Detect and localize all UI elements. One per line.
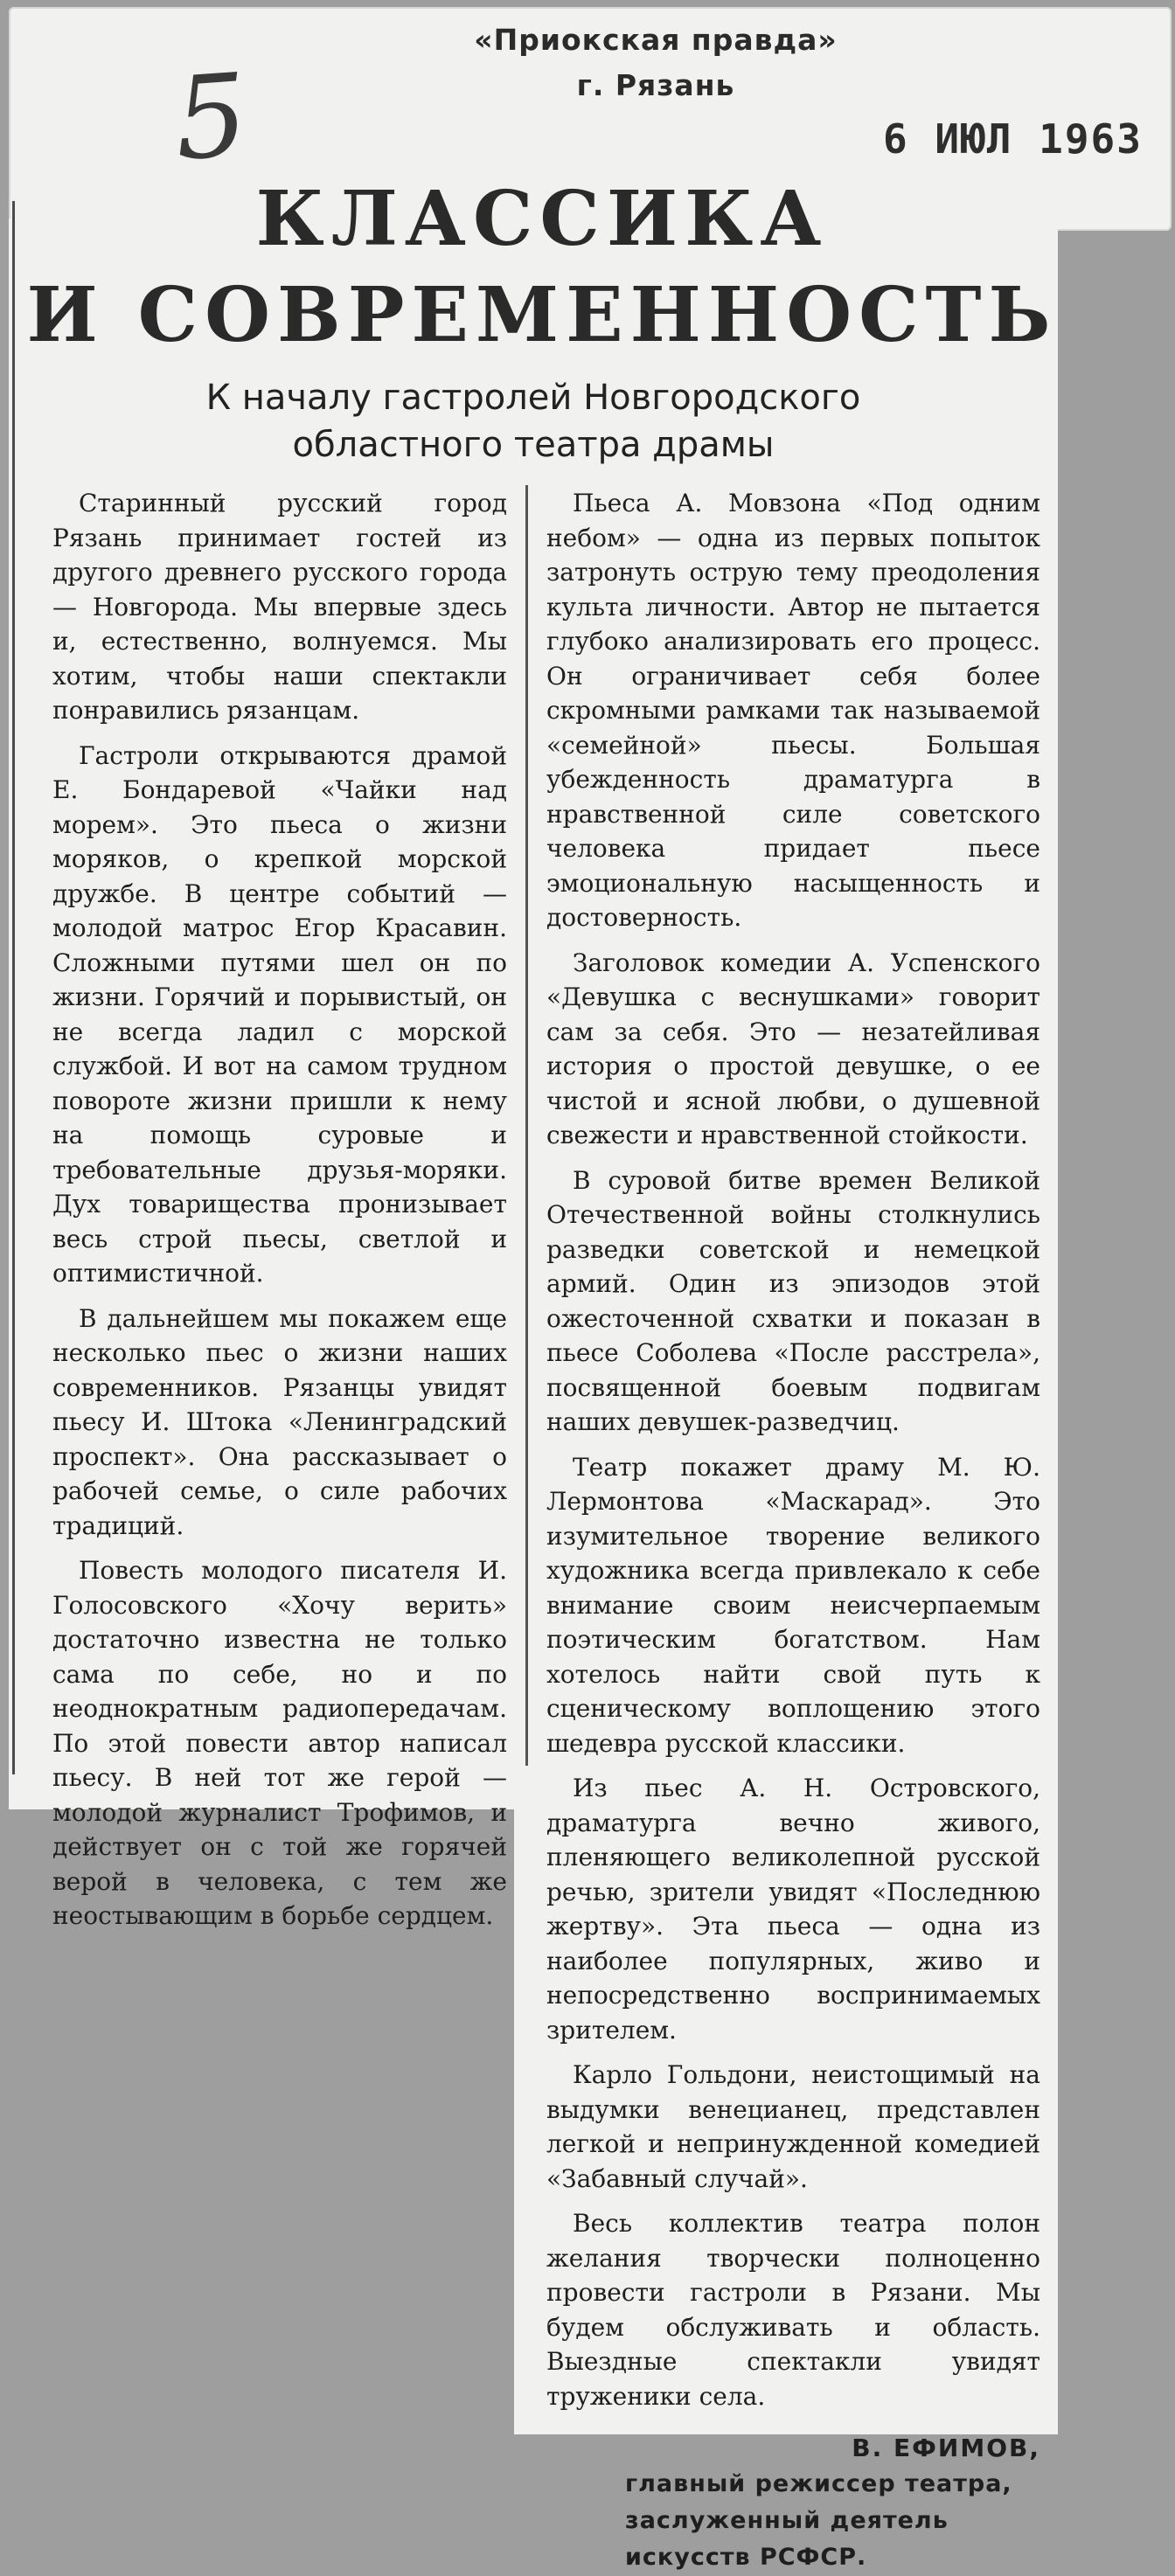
subtitle-line-2: областного театра драмы bbox=[292, 425, 775, 465]
paragraph: Гастроли открываются драмой Е. Бондаревой «Чайки над морем». Это пьеса о жизни моряков, о крепкой морской дружбе. В центре событий — молодой матрос Егор Красавин. Сложными путями шел он по жизни. Горячий и порывистый, он не всегда ладил с морской службой. И вот на самом трудном повороте жизни пришли к нему на помощь суровые и требовательные друзья-моряки. Дух товарищества пронизывает весь строй пьесы, светлой и оптимистичной. bbox=[52, 740, 507, 1288]
date-stamp: 6 ИЮЛ 1963 bbox=[883, 115, 1143, 163]
paragraph: Весь коллектив театра полон желания творчески полноценно провести гастроли в Рязани. Мы будем обслуживать и область. Выездные спектакли увидят труженики села. bbox=[546, 2209, 1040, 2411]
author-credentials bbox=[625, 2466, 1040, 2576]
paragraph: Театр покажет драму М. Ю. Лермонтова «Маскарад». Это изумительное творение великого художника всегда привлекало к себе внимание своим неисчерпаемым поэтическим богатством. Нам хотелось найти свой путь к сценическому воплощению этого шедевра русской классики. bbox=[546, 1452, 1040, 1758]
paragraph: В суровой битве времен Великой Отечественной войны столкнулись разведки советской и немецкой армий. Один из эпизодов этой ожесточенной схватки и показан в пьесе Соболева «После расстрела», посвященной боевым подвигам наших девушек-разведчиц. bbox=[546, 1165, 1040, 1436]
left-border-rule bbox=[12, 201, 15, 1774]
paragraph: В дальнейшем мы покажем еще несколько пьес о жизни наших современников. Рязанцы увидят пьесу И. Штока «Ленинградский проспект». Она рассказывает о рабочей семье, о силе рабочих традиций. bbox=[52, 1303, 507, 1540]
right-column bbox=[546, 486, 1040, 2576]
paragraph: Карло Гольдони, неистощимый на выдумки венецианец, представлен легкой и непринужденной комедией «Забавный случай». bbox=[546, 2060, 1040, 2193]
paragraph: Из пьес А. Н. Островского, драматурга вечно живого, пленяющего великолепной русской речью, зрители увидят «Последнюю жертву». Эта пьеса — одна из наиболее популярных, живо и непосредственно воспринимаемых зрителем. bbox=[546, 1774, 1040, 2045]
paragraph: Старинный русский город Рязань принимает гостей из другого древнего русского города — Новгорода. Мы впервые здесь и, естественно, волнуемся. Мы хотим, чтобы наши спектакли понравились рязанцам. bbox=[52, 489, 507, 725]
paragraph: Повесть молодого писателя И. Голосовского «Хочу верить» достаточно известна не только сама по себе, но и по неоднократным радиопередачам. По этой повести автор написал пьесу. В ней тот же герой — молодой журналист Трофимов, и действует он с той же горячей верой в человека, с тем же неостывающим в борьбе сердцем. bbox=[52, 1556, 507, 1930]
newspaper-name: «Приокская правда» bbox=[474, 23, 838, 57]
handwritten-mark: 5 bbox=[170, 48, 252, 186]
credentials-line-2: заслуженный деятель искусств РСФСР. bbox=[625, 2506, 949, 2571]
left-column bbox=[52, 486, 507, 1944]
credentials-line-1: главный режиссер театра, bbox=[625, 2469, 1012, 2497]
newspaper-city: г. Рязань bbox=[576, 68, 735, 102]
paragraph: Пьеса А. Мовзона «Под одним небом» — одна из первых попыток затронуть острую тему преодоления культа личности. Автор не пытается глубоко анализировать его процесс. Он ограничивает себя более скромными рамками так называемой «семейной» пьесы. Большая убежденность драматурга в нравственной силе советского человека придает пьесе эмоциональную насыщенность и достоверность. bbox=[546, 489, 1040, 932]
author-signature: В. ЕФИМОВ, bbox=[852, 2434, 1040, 2462]
subtitle-line-1: К началу гастролей Новгородского bbox=[205, 378, 861, 418]
article-title-line-2: И СОВРЕМЕННОСТЬ bbox=[26, 271, 1058, 359]
paragraph: Заголовок комедии А. Успенского «Девушка с веснушками» говорит сам за себя. Это — незатейливая история о простой девушке, о ее чистой и ясной любви, о душевной свежести и нравственной стойкости. bbox=[546, 948, 1040, 1149]
article-subtitle bbox=[140, 374, 927, 469]
article-title-line-1: КЛАССИКА bbox=[255, 175, 829, 263]
column-divider bbox=[525, 485, 528, 1766]
